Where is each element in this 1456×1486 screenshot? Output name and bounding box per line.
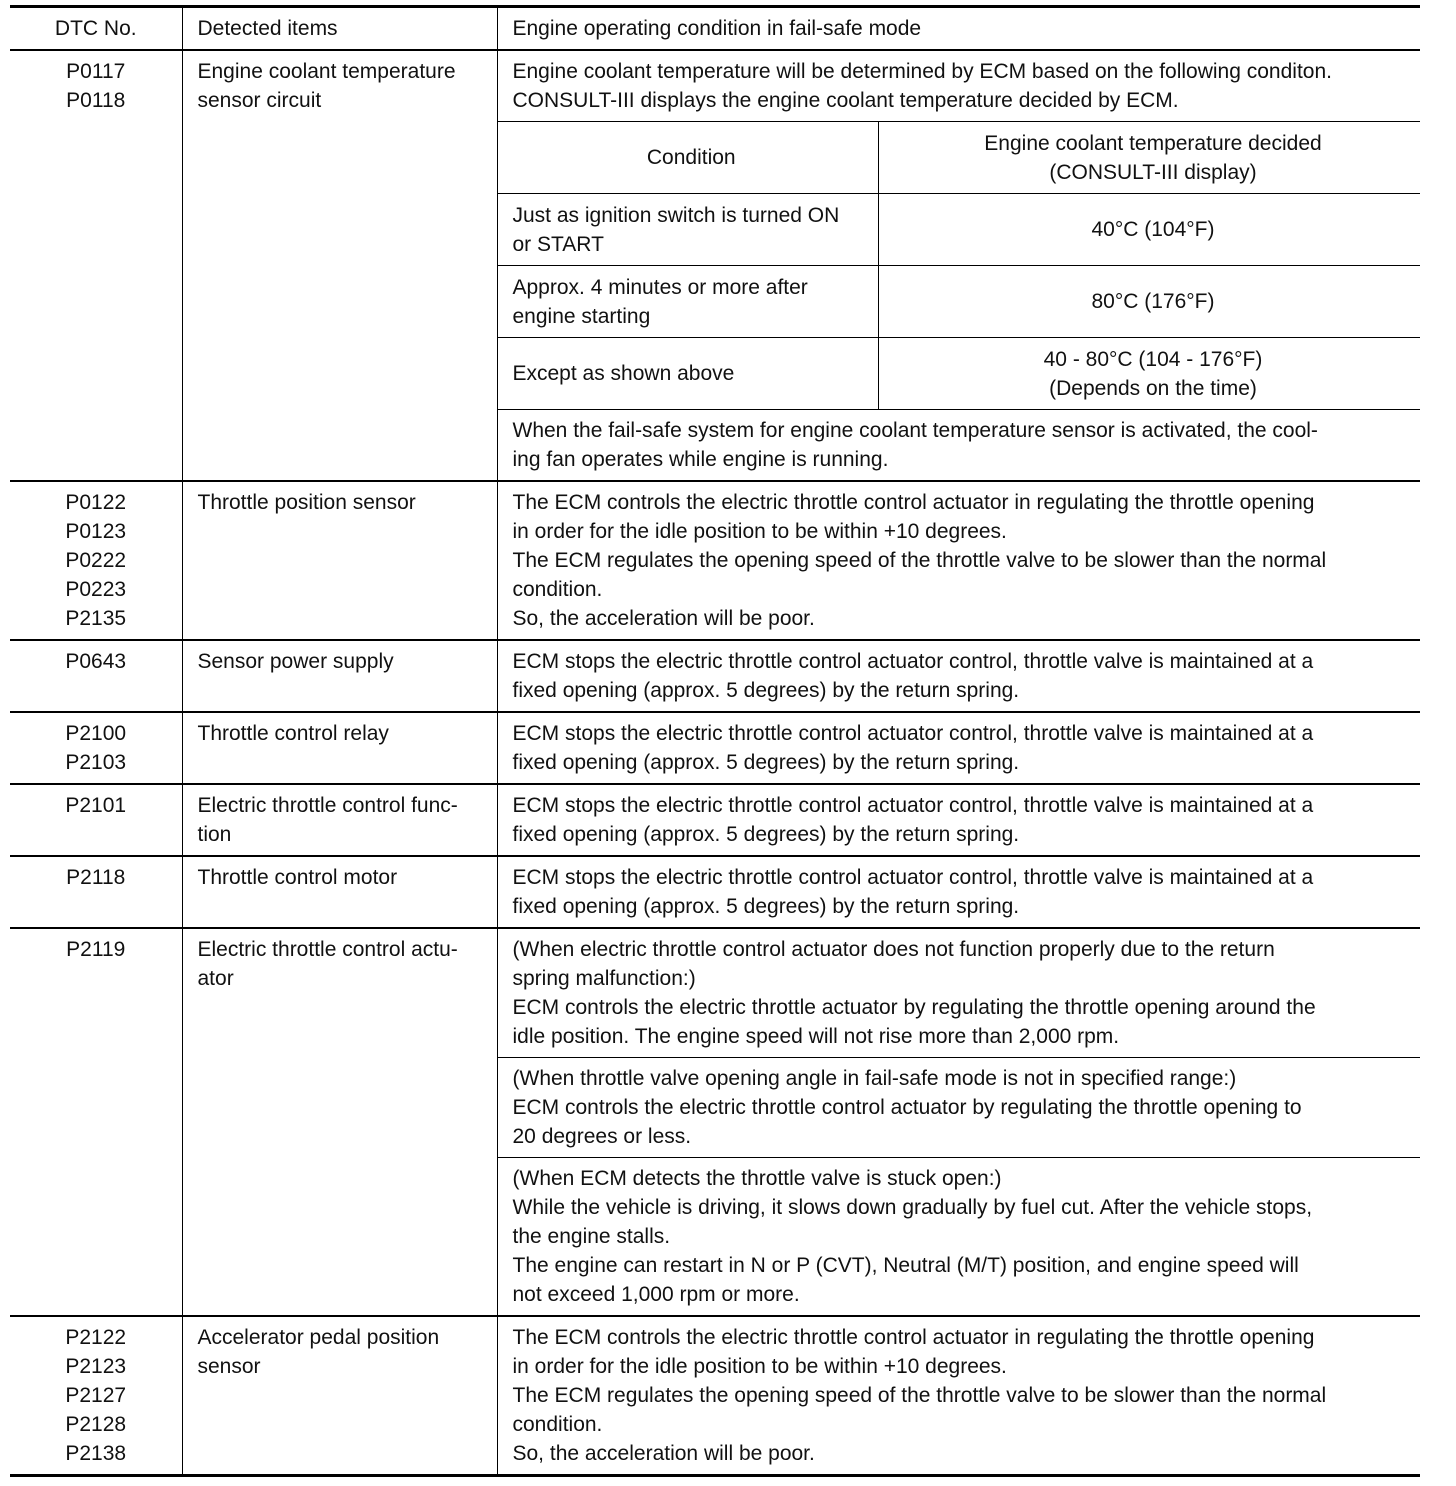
header-fail-safe-condition: Engine operating condition in fail-safe mode — [497, 7, 1420, 51]
detected-item-text: Engine coolant temperature — [197, 60, 456, 83]
condition-text: Engine coolant temperature will be determined by ECM based on the following conditon. — [512, 60, 1332, 83]
detected-item-cell — [182, 640, 497, 712]
dtc-code: P2128 — [65, 1413, 127, 1436]
dtc-code: P2101 — [65, 794, 127, 817]
condition-text: condition. — [512, 1413, 603, 1436]
condition-text: in order for the idle position to be within +10 degrees. — [512, 1355, 1007, 1378]
condition-cell — [497, 856, 1420, 928]
condition-text: The ECM controls the electric throttle control actuator in regulating the throttle opening — [512, 491, 1315, 514]
row-electric-throttle-control-actuator — [10, 928, 1420, 1316]
condition-cell — [497, 50, 1420, 481]
detected-item-text: Throttle position sensor — [197, 491, 416, 514]
condition-text: fixed opening (approx. 5 degrees) by the return spring. — [512, 823, 1020, 846]
subtable-header-text: Engine coolant temperature decided — [984, 131, 1322, 155]
dtc-cell — [10, 928, 182, 1316]
condition-text: The ECM regulates the opening speed of the throttle valve to be slower than the normal — [512, 549, 1327, 572]
condition-text: in order for the idle position to be within +10 degrees. — [512, 520, 1007, 543]
condition-text: The ECM controls the electric throttle control actuator in regulating the throttle opening — [512, 1326, 1315, 1349]
condition-text: fixed opening (approx. 5 degrees) by the return spring. — [512, 751, 1020, 774]
dtc-code: P2100 — [65, 722, 127, 745]
condition-text: (When electric throttle control actuator does not function properly due to the return — [512, 938, 1275, 961]
row-throttle-control-motor — [10, 856, 1420, 928]
header-detected-items: Detected items — [182, 7, 497, 51]
subtable-header-temp — [879, 122, 1421, 194]
subtable-condition — [498, 266, 879, 338]
detected-item-cell — [182, 712, 497, 784]
detected-item-text: Sensor power supply — [197, 650, 394, 673]
dtc-cell — [10, 1316, 182, 1476]
subtable-text: (Depends on the time) — [1049, 376, 1257, 400]
ect-subtable — [498, 121, 1421, 410]
dtc-cell — [10, 784, 182, 856]
dtc-code: P2127 — [65, 1384, 127, 1407]
condition-cell — [497, 640, 1420, 712]
condition-text: When the fail-safe system for engine coolant temperature sensor is activated, the cool- — [512, 419, 1318, 442]
subtable-text: 40 - 80°C (104 - 176°F) — [1043, 347, 1263, 371]
dtc-code: P2119 — [66, 938, 126, 961]
detected-item-text: tion — [197, 823, 232, 846]
detected-item-text: sensor — [197, 1355, 261, 1378]
condition-text: ECM controls the electric throttle control actuator by regulating the throttle opening to — [512, 1096, 1302, 1119]
dtc-cell — [10, 50, 182, 481]
subtable-text: engine starting — [512, 304, 651, 328]
condition-text: So, the acceleration will be poor. — [512, 607, 815, 630]
condition-text: CONSULT-III displays the engine coolant temperature decided by ECM. — [512, 89, 1179, 112]
condition-text: ECM stops the electric throttle control actuator control, throttle valve is maintained at a — [512, 722, 1314, 745]
dtc-cell — [10, 712, 182, 784]
condition-text: While the vehicle is driving, it slows down gradually by fuel cut. After the vehicle stops, — [512, 1196, 1313, 1219]
detected-item-text: Accelerator pedal position — [197, 1326, 440, 1349]
detected-item-text: ator — [197, 967, 234, 990]
actuator-block — [498, 929, 1421, 1057]
condition-text: the engine stalls. — [512, 1225, 671, 1248]
detected-item-text: sensor circuit — [197, 89, 322, 112]
detected-item-text: Electric throttle control actu- — [197, 938, 458, 961]
detected-item-cell — [182, 784, 497, 856]
subtable-condition — [498, 194, 879, 266]
dtc-code: P2122 — [65, 1326, 127, 1349]
condition-text: ECM controls the electric throttle actuator by regulating the throttle opening around the — [512, 996, 1316, 1019]
actuator-block — [498, 1157, 1421, 1315]
detected-item-cell — [182, 50, 497, 481]
condition-text: ing fan operates while engine is running. — [512, 448, 889, 471]
subtable-row — [498, 266, 1421, 338]
condition-cell — [497, 784, 1420, 856]
condition-text: The engine can restart in N or P (CVT), Neutral (M/T) position, and engine speed will — [512, 1254, 1299, 1277]
dtc-code: P0123 — [65, 520, 127, 543]
dtc-code: P0122 — [65, 491, 127, 514]
condition-text: ECM stops the electric throttle control actuator control, throttle valve is maintained at a — [512, 866, 1314, 889]
subtable-text: Approx. 4 minutes or more after — [512, 275, 808, 299]
subtable-header-condition: Condition — [498, 122, 879, 194]
subtable-header-text: (CONSULT-III display) — [1049, 160, 1257, 184]
dtc-cell — [10, 640, 182, 712]
subtable-temp — [879, 338, 1421, 410]
dtc-code: P0222 — [65, 549, 127, 572]
row-throttle-control-relay — [10, 712, 1420, 784]
detected-item-cell — [182, 928, 497, 1316]
dtc-code: P0223 — [65, 578, 127, 601]
detected-item-text: Throttle control motor — [197, 866, 398, 889]
condition-cell — [497, 928, 1420, 1316]
dtc-code: P0118 — [66, 89, 126, 112]
row-accelerator-pedal-position-sensor — [10, 1316, 1420, 1476]
condition-text: idle position. The engine speed will not rise more than 2,000 rpm. — [512, 1025, 1120, 1048]
condition-text: condition. — [512, 578, 603, 601]
condition-text: (When throttle valve opening angle in fail-safe mode is not in specified range:) — [512, 1067, 1237, 1090]
subtable-text: or START — [512, 232, 604, 256]
condition-text: not exceed 1,000 rpm or more. — [512, 1283, 800, 1306]
dtc-code: P2123 — [65, 1355, 127, 1378]
subtable-temp: 40°C (104°F) — [879, 194, 1421, 266]
dtc-code: P0117 — [66, 60, 126, 83]
dtc-code: P2118 — [66, 866, 126, 889]
detected-item-cell — [182, 1316, 497, 1476]
subtable-condition: Except as shown above — [498, 338, 879, 410]
subtable-text: Just as ignition switch is turned ON — [512, 203, 840, 227]
detected-item-text: Electric throttle control func- — [197, 794, 458, 817]
condition-cell — [497, 481, 1420, 640]
condition-cell — [497, 1316, 1420, 1476]
dtc-cell — [10, 481, 182, 640]
row-electric-throttle-control-function — [10, 784, 1420, 856]
condition-text: So, the acceleration will be poor. — [512, 1442, 815, 1465]
detected-item-cell — [182, 856, 497, 928]
dtc-code: P0643 — [65, 650, 127, 673]
condition-text: spring malfunction:) — [512, 967, 696, 990]
row-sensor-power-supply — [10, 640, 1420, 712]
dtc-code: P2138 — [65, 1442, 127, 1465]
condition-text: (When ECM detects the throttle valve is stuck open:) — [512, 1167, 1002, 1190]
condition-text: The ECM regulates the opening speed of the throttle valve to be slower than the normal — [512, 1384, 1327, 1407]
condition-text: ECM stops the electric throttle control actuator control, throttle valve is maintained at a — [512, 794, 1314, 817]
ect-intro — [498, 51, 1421, 121]
row-ect-sensor — [10, 50, 1420, 481]
detected-item-text: Throttle control relay — [197, 722, 389, 745]
header-dtc: DTC No. — [10, 7, 182, 51]
dtc-cell — [10, 856, 182, 928]
actuator-block — [498, 1057, 1421, 1157]
detected-item-cell — [182, 481, 497, 640]
condition-text: 20 degrees or less. — [512, 1125, 692, 1148]
condition-text: fixed opening (approx. 5 degrees) by the return spring. — [512, 895, 1020, 918]
condition-cell — [497, 712, 1420, 784]
header-row — [10, 7, 1420, 51]
condition-text: ECM stops the electric throttle control actuator control, throttle valve is maintained at a — [512, 650, 1314, 673]
subtable-row — [498, 338, 1421, 410]
dtc-code: P2103 — [65, 751, 127, 774]
subtable-row — [498, 194, 1421, 266]
subtable-temp: 80°C (176°F) — [879, 266, 1421, 338]
ect-note — [498, 410, 1421, 480]
subtable-header-row — [498, 122, 1421, 194]
fail-safe-table — [10, 5, 1420, 1477]
dtc-code: P2135 — [65, 607, 127, 630]
condition-text: fixed opening (approx. 5 degrees) by the return spring. — [512, 679, 1020, 702]
row-throttle-position-sensor — [10, 481, 1420, 640]
